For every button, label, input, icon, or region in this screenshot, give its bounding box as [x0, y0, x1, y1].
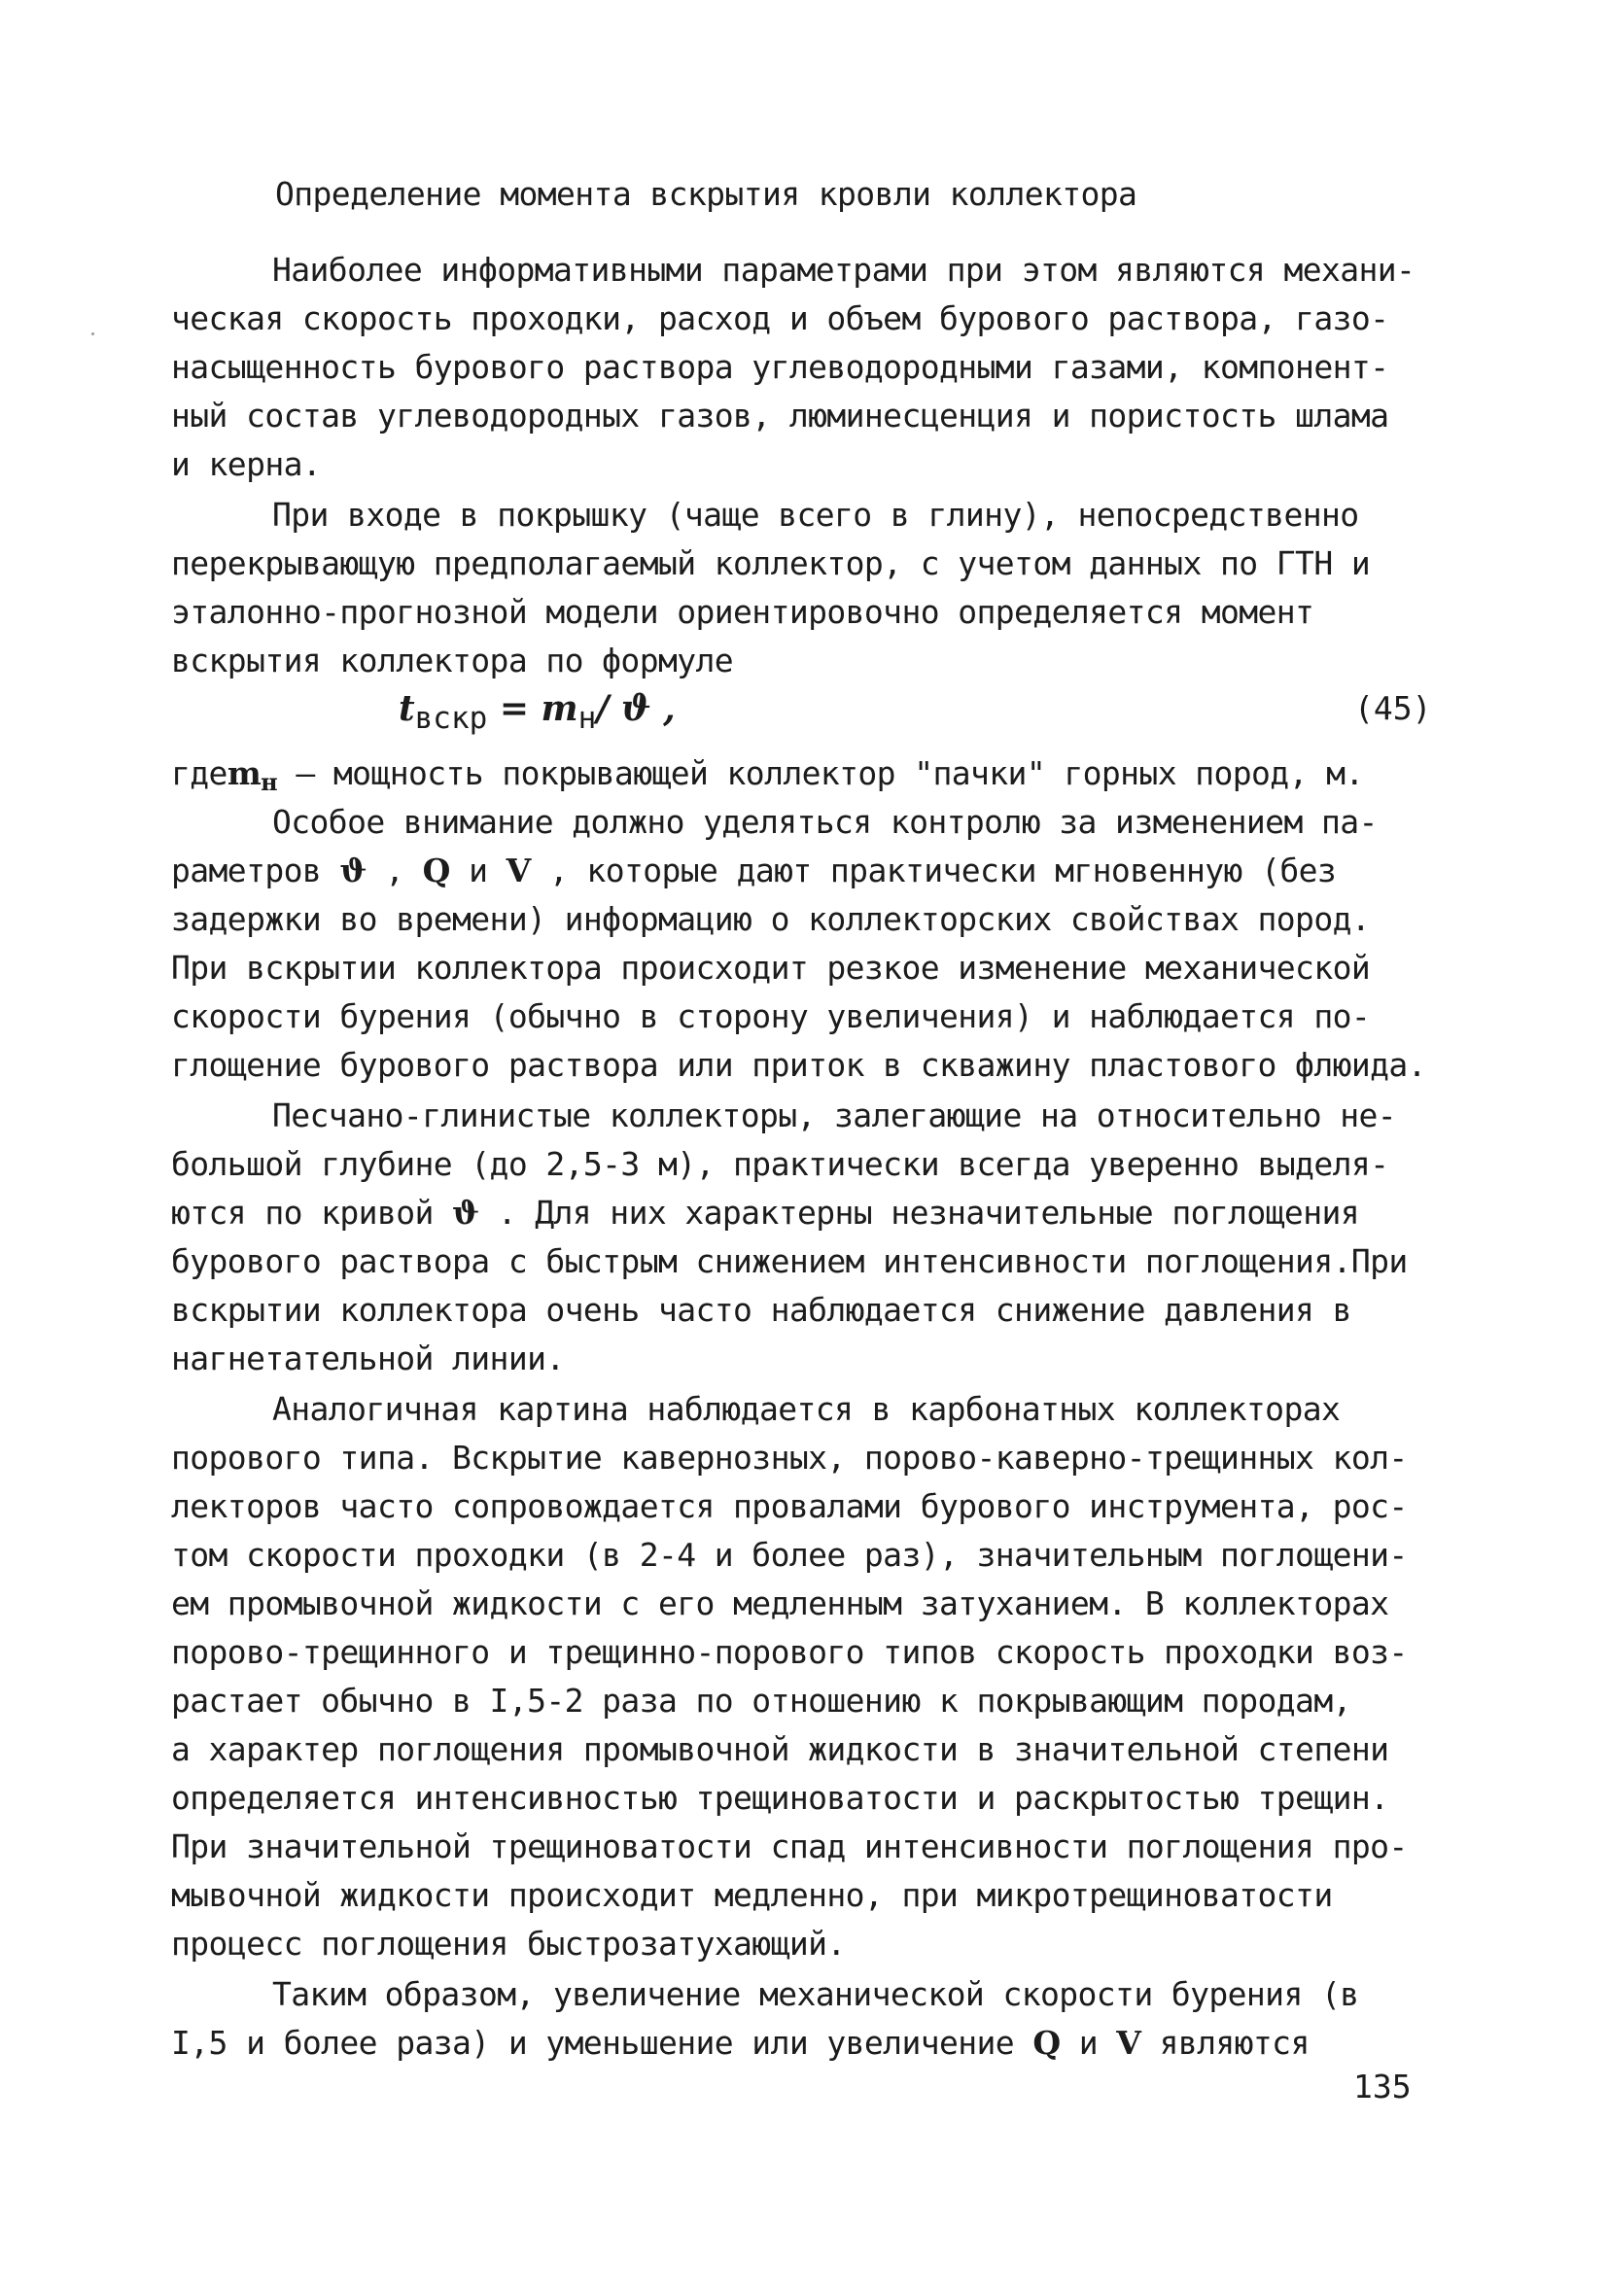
- paragraph-line: мывочной жидкости происходит медленно, при микротрещиноватости: [171, 1876, 1333, 1914]
- symbol-q: Q: [422, 852, 450, 889]
- paragraph-line: глощение бурового раствора или приток в скважину пластового флюида.: [171, 1046, 1426, 1084]
- paragraph-line: [171, 852, 1474, 890]
- paragraph-line: При значительной трещиноватости спад интенсивности поглощения про-: [171, 1827, 1408, 1865]
- paragraph-line: лекторов часто сопровождается провалами бурового инструмента, рос-: [171, 1487, 1408, 1525]
- paragraph-line: порового типа. Вскрытие кавернозных, порово-каверно-трещинных кол-: [171, 1439, 1408, 1477]
- text-fragment: I,5 и более раза) и уменьшение или увеличение: [171, 2024, 1033, 2062]
- text-fragment: ются по кривой: [171, 1194, 453, 1232]
- symbol-v-theta: ϑ: [339, 852, 367, 889]
- paragraph-line: [171, 2024, 1474, 2063]
- symbol-m-subscript: н: [261, 768, 278, 796]
- paragraph-line: растает обычно в I,5-2 раза по отношению к покрывающим породам,: [171, 1682, 1351, 1720]
- paragraph-line: вскрытии коллектора очень часто наблюдается снижение давления в: [171, 1291, 1351, 1329]
- text-fragment: и: [1060, 2024, 1117, 2062]
- paragraph-line: При вскрытии коллектора происходит резкое изменение механической: [171, 949, 1371, 987]
- symbol-q: Q: [1032, 2024, 1061, 2062]
- paragraph-line: Особое внимание должно уделяться контролю за изменением па-: [272, 803, 1378, 841]
- formula-rhs-tail: / ϑ ,: [596, 688, 676, 729]
- paragraph-line: бурового раствора с быстрым снижением интенсивности поглощения.При: [171, 1242, 1408, 1280]
- formula-t: t: [399, 688, 415, 729]
- where-rest: – мощность покрывающей коллектор "пачки" горных пород, м.: [277, 754, 1364, 792]
- paragraph-line: скорости бурения (обычно в сторону увеличения) и наблюдается по-: [171, 997, 1371, 1035]
- formula-45: [399, 688, 676, 736]
- paragraph-line: насыщенность бурового раствора углеводородными газами, компонент-: [171, 348, 1389, 386]
- paragraph-line: большой глубине (до 2,5-3 м), практически всегда уверенно выделя-: [171, 1145, 1389, 1183]
- paragraph-line: и керна.: [171, 445, 322, 483]
- paragraph-line: Наиболее информативными параметрами при этом являются механи-: [272, 251, 1416, 289]
- paragraph-line: [171, 1194, 1474, 1233]
- paragraph-line: порово-трещинного и трещинно-порового типов скорость проходки воз-: [171, 1633, 1408, 1671]
- paragraph-line: нагнетательной линии.: [171, 1339, 565, 1377]
- page-number: 135: [1353, 2068, 1412, 2105]
- paragraph-line: При входе в покрышку (чаще всего в глину), непосредственно: [272, 496, 1359, 534]
- formula-rhs-subscript: н: [577, 701, 597, 736]
- paragraph-line: процесс поглощения быстрозатухающий.: [171, 1925, 846, 1963]
- section-title: Определение момента вскрытия кровли коллектора: [275, 175, 1137, 213]
- paragraph-line: Аналогичная картина наблюдается в карбонатных коллекторах: [272, 1390, 1341, 1428]
- symbol-v: V: [1116, 2024, 1141, 2062]
- text-fragment: , которые дают практически мгновенную (без: [530, 852, 1337, 889]
- scan-speck: [91, 332, 94, 335]
- symbol-v: V: [506, 852, 531, 889]
- paragraph-line: ем промывочной жидкости с его медленным затуханием. В коллекторах: [171, 1584, 1389, 1622]
- paragraph-line: Таким образом, увеличение механической скорости бурения (в: [272, 1975, 1359, 2013]
- where-line: [171, 754, 1474, 796]
- text-fragment: раметров: [171, 852, 340, 889]
- paragraph-line: Песчано-глинистые коллекторы, залегающие на относительно не-: [272, 1096, 1397, 1134]
- paragraph-line: а характер поглощения промывочной жидкости в значительной степени: [171, 1730, 1389, 1768]
- text-fragment: . Для них характерны незначительные поглощения: [478, 1194, 1360, 1232]
- equation-number: (45): [1354, 689, 1432, 727]
- formula-rhs: = m: [487, 688, 578, 729]
- paragraph-line: ный состав углеводородных газов, люминесценция и пористость шлама: [171, 397, 1389, 435]
- formula-subscript: вскр: [414, 701, 488, 736]
- symbol-v-theta: ϑ: [452, 1194, 479, 1232]
- paragraph-line: задержки во времени) информацию о коллекторских свойствах пород.: [171, 900, 1371, 938]
- paragraph-line: ческая скорость проходки, расход и объем бурового раствора, газо-: [171, 299, 1389, 337]
- where-prefix: где: [171, 754, 227, 792]
- text-fragment: и: [449, 852, 507, 889]
- text-fragment: являются: [1140, 2024, 1310, 2062]
- paragraph-line: перекрывающую предполагаемый коллектор, с учетом данных по ГТН и: [171, 544, 1371, 582]
- symbol-m: m: [227, 754, 262, 792]
- paragraph-line: том скорости проходки (в 2-4 и более раз), значительным поглощени-: [171, 1536, 1408, 1574]
- paragraph-line: определяется интенсивностью трещиноватости и раскрытостью трещин.: [171, 1779, 1389, 1817]
- paragraph-line: вскрытия коллектора по формуле: [171, 642, 734, 679]
- text-fragment: ,: [366, 852, 423, 889]
- paragraph-line: эталонно-прогнозной модели ориентировочно определяется момент: [171, 593, 1314, 631]
